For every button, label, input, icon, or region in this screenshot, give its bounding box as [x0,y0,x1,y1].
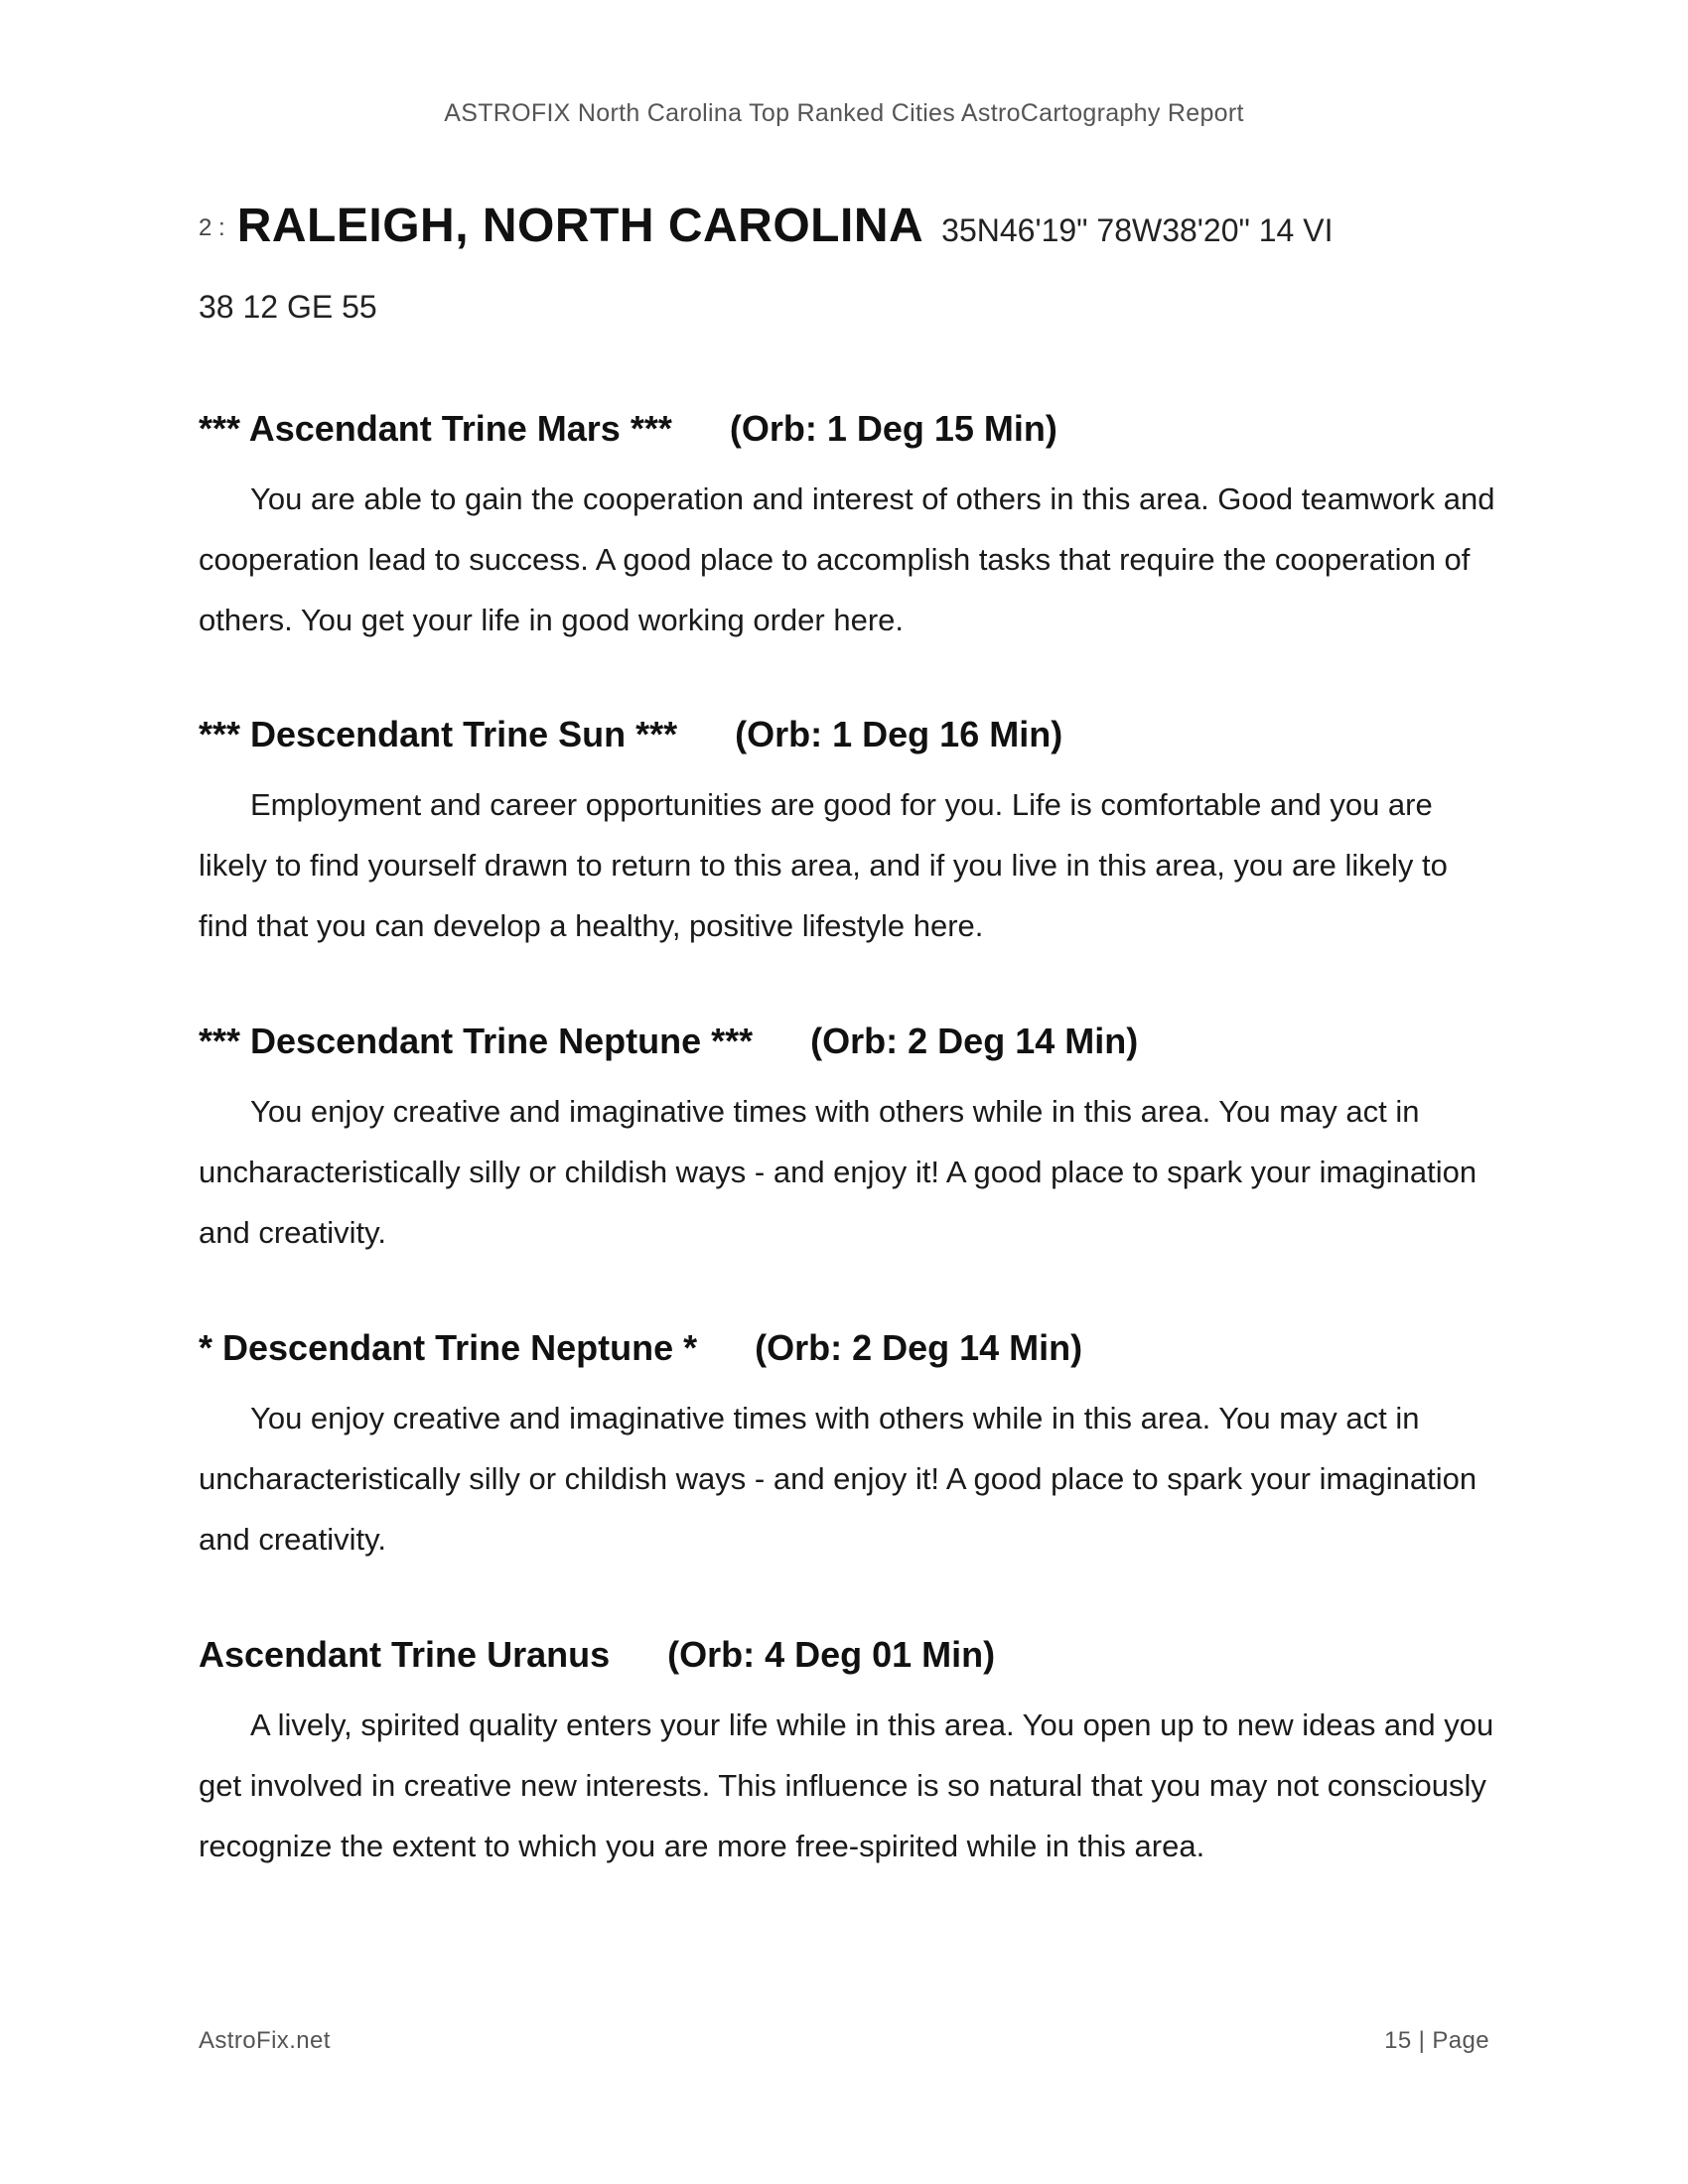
footer-page-number: 15 | Page [1384,2027,1489,2054]
aspect-heading [199,1020,1489,1063]
aspect-description: You enjoy creative and imaginative times with others while in this area. You may act in uncharacteristically silly or childish ways - and enjoy it! A good place to spark your imagination and creativity. [199,1401,1477,1557]
aspect-heading [199,1633,1489,1677]
aspect-section [199,1633,1494,1876]
aspect-section [199,713,1489,956]
aspect-heading [199,407,1489,451]
aspect-orb: (Orb: 2 Deg 14 Min) [755,1327,1083,1368]
aspect-orb: (Orb: 1 Deg 15 Min) [729,408,1057,449]
aspect-title: *** Ascendant Trine Mars *** [199,408,672,449]
city-coordinates: 35N46'19" 78W38'20" 14 VI [941,212,1334,248]
city-title-line [199,197,1489,267]
aspect-title: Ascendant Trine Uranus [199,1634,611,1675]
city-coordinates-continued: 38 12 GE 55 [199,289,377,325]
aspect-section [199,1326,1489,1570]
footer-site: AstroFix.net [199,2027,331,2054]
aspect-orb: (Orb: 1 Deg 16 Min) [735,714,1063,754]
aspect-title: * Descendant Trine Neptune * [199,1327,698,1368]
aspect-section [199,407,1495,650]
aspect-description: Employment and career opportunities are good for you. Life is comfortable and you are likely to find yourself drawn to return to this area, and if you live in this area, you are likely to find that you can develop a healthy, positive lifestyle here. [199,787,1448,943]
city-number: 2 : [199,214,225,241]
aspect-description: A lively, spirited quality enters your life while in this area. You open up to new ideas and you get involved in creative new interests. This influence is so natural that you may not consciously recognize the extent to which you are more free-spirited while in this area. [199,1707,1494,1863]
aspect-title: *** Descendant Trine Sun *** [199,714,678,754]
city-name: RALEIGH, NORTH CAROLINA [236,200,924,252]
aspect-description: You enjoy creative and imaginative times with others while in this area. You may act in uncharacteristically silly or childish ways - and enjoy it! A good place to spark your imagination and creativity. [199,1094,1477,1250]
aspect-orb: (Orb: 2 Deg 14 Min) [810,1021,1139,1061]
aspect-description: You are able to gain the cooperation and interest of others in this area. Good teamwork and cooperation lead to success. A good place to accomplish tasks that require the cooperation of others. You get your life in good working order here. [199,481,1495,637]
aspect-orb: (Orb: 4 Deg 01 Min) [667,1634,996,1675]
page-header: ASTROFIX North Carolina Top Ranked Cities AstroCartography Report [444,99,1244,127]
city-heading [199,197,1489,326]
aspect-section [199,1020,1489,1263]
aspect-title: *** Descendant Trine Neptune *** [199,1021,754,1061]
aspect-heading [199,713,1489,756]
aspect-heading [199,1326,1489,1370]
